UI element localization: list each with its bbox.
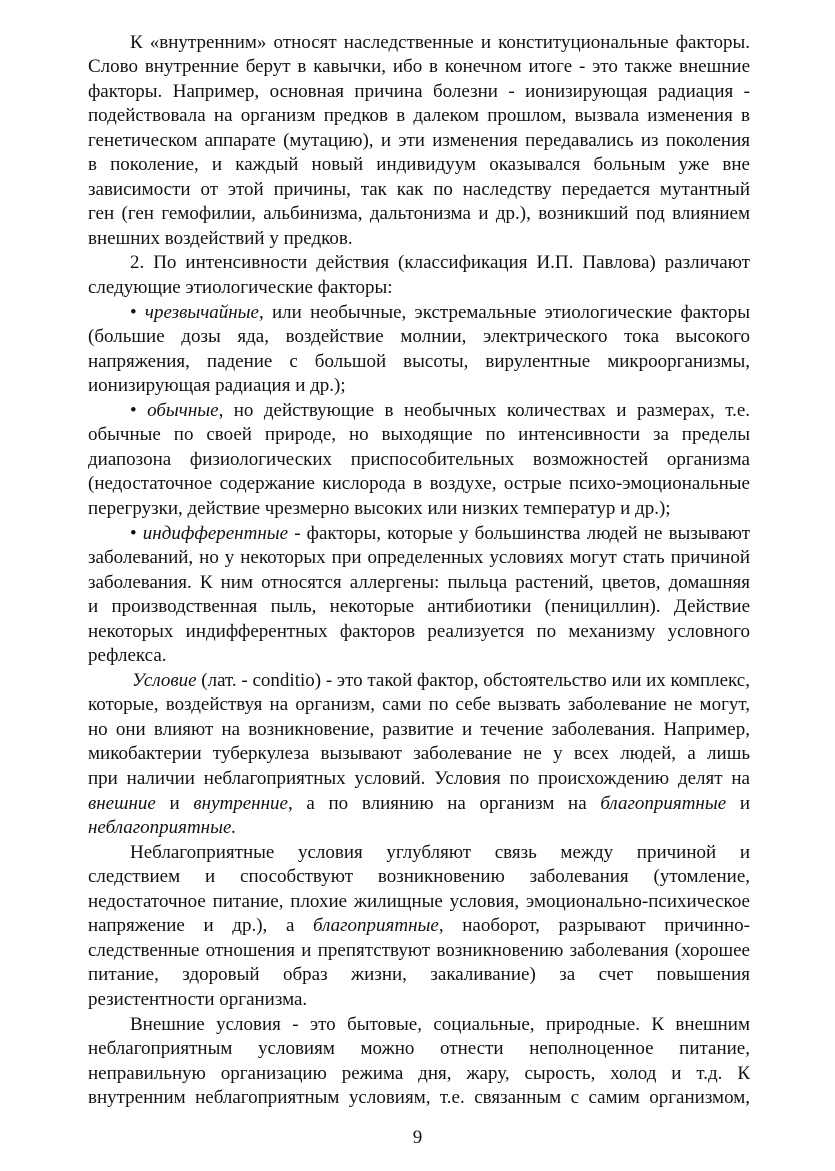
text-segment: и — [155, 792, 194, 814]
italic-term: благоприятные — [313, 915, 439, 937]
text-line: напряжения, падение с большой высоты, вирулентные микроорганизмы, — [88, 350, 750, 372]
text-line: которые, воздействуя на организм, сами по себе вызвать заболевание не могут, — [88, 694, 750, 716]
text-segment: напряжение и др.), а — [88, 915, 314, 937]
text-line — [130, 522, 750, 547]
italic-term: чрезвычайные — [144, 301, 259, 323]
text-line: Неблагоприятные условия углубляют связь между причиной и — [130, 841, 750, 863]
text-line: подействовала на организм предков в далеком прошлом, вызвала изменения в — [88, 105, 750, 127]
text-line — [88, 792, 750, 817]
text-line: резистентности организма. — [88, 988, 308, 1010]
text-line: генетическом аппарате (мутацию), и эти изменения передавались из поколения — [88, 129, 750, 151]
text-line: следственные отношения и препятствуют возникновению заболевания (хорошее — [88, 939, 750, 961]
text-line: следующие этиологические факторы: — [88, 277, 393, 298]
text-line: внутренним неблагоприятным условиям, т.е. связанным с самим организмом, — [88, 1087, 750, 1109]
text-segment: , наоборот, разрывают причинно- — [438, 915, 750, 937]
text-segment: , но действующие в необычных количествах и размерах, т.е. — [218, 399, 751, 421]
text-line — [132, 669, 750, 694]
text-line: зависимости от этой причины, так как по наследству передается мутантный — [88, 178, 750, 200]
text-line: при наличии неблагоприятных условий. Условия по происхождению делят на — [88, 768, 750, 789]
text-segment: • — [130, 399, 148, 421]
text-segment: , или необычные, экстремальные этиологические факторы — [259, 301, 750, 323]
text-line: неправильную организацию режима дня, жару, сырость, холод и т.д. К — [88, 1062, 750, 1084]
text-line — [130, 301, 750, 326]
text-line: следствием и способствуют возникновению заболевания (утомление, — [88, 866, 750, 888]
text-line: заболевания. К ним относятся аллергены: пыльца растений, цветов, домашняя — [88, 571, 750, 593]
text-line: (большие дозы яда, воздействие молнии, электрического тока высокого — [88, 326, 750, 348]
italic-term: благоприятные — [600, 792, 727, 814]
text-line: Внешние условия - это бытовые, социальные, природные. К внешним — [130, 1013, 750, 1035]
text-line: ионизирующая радиация и др.); — [88, 375, 346, 397]
italic-term: внешние — [88, 792, 156, 814]
text-segment: , а по влиянию на организм на — [287, 792, 601, 814]
text-line: К «внутренним» относят наследственные и конституциональные факторы. — [130, 31, 750, 53]
text-line: некоторых индифферентных факторов реализуется по механизму условного — [88, 620, 750, 642]
text-line: рефлекса. — [88, 645, 167, 667]
text-segment: (лат. - conditio) - это такой фактор, обстоятельство или их комплекс, — [196, 669, 750, 691]
text-line: диапозона физиологических приспособительных возможностей организма — [88, 448, 750, 470]
text-line: Слово внутренние берут в кавычки, ибо в конечном итоге - это также внешние — [88, 56, 750, 78]
italic-term: обычные — [147, 399, 219, 421]
text-line: 2. По интенсивности действия (классификация И.П. Павлова) различают — [130, 252, 750, 274]
text-line: обычные по своей природе, но выходящие по интенсивности за пределы — [88, 424, 750, 446]
italic-term: неблагоприятные. — [88, 817, 237, 839]
italic-term: внутренние — [193, 792, 288, 814]
text-line: неблагоприятным условиям можно отнести неполноценное питание, — [88, 1038, 750, 1060]
text-line: и производственная пыль, некоторые антибиотики (пенициллин). Действие — [88, 596, 750, 618]
text-line: внешних воздействий у предков. — [88, 227, 353, 249]
text-line: перегрузки, действие чрезмерно высоких или низких температур и др.); — [88, 497, 671, 519]
text-line: питание, здоровый образ жизни, закаливание) за счет повышения — [88, 964, 750, 986]
text-line: факторы. Например, основная причина болезни - ионизирующая радиация - — [88, 80, 750, 102]
text-line: ген (ген гемофилии, альбинизма, дальтонизма и др.), возникший под влиянием — [88, 203, 750, 225]
italic-term: индифферентные — [142, 522, 289, 544]
text-line — [130, 399, 750, 424]
text-segment: • — [130, 522, 143, 544]
text-line: но они влияют на возникновение, развитие и течение заболевания. Например, — [88, 718, 750, 740]
text-line: микобактерии туберкулеза вызывают заболевание не у всех людей, а лишь — [88, 743, 750, 765]
text-line — [88, 816, 750, 841]
italic-term: Условие — [132, 669, 197, 691]
text-line: заболеваний, но у некоторых при определенных условиях могут стать причиной — [88, 547, 750, 569]
text-line: недостаточное питание, плохие жилищные условия, эмоционально-психическое — [88, 890, 750, 912]
text-line — [88, 914, 750, 939]
text-segment: • — [130, 301, 145, 323]
page-number: 9 — [412, 1127, 423, 1148]
text-segment: и — [726, 792, 751, 814]
text-segment: - факторы, которые у большинства людей не вызывают — [288, 522, 750, 544]
text-line: в поколение, и каждый новый индивидуум оказывался больным уже вне — [88, 154, 750, 176]
text-line: (недостаточное содержание кислорода в воздухе, острые психо-эмоциональные — [88, 473, 750, 495]
